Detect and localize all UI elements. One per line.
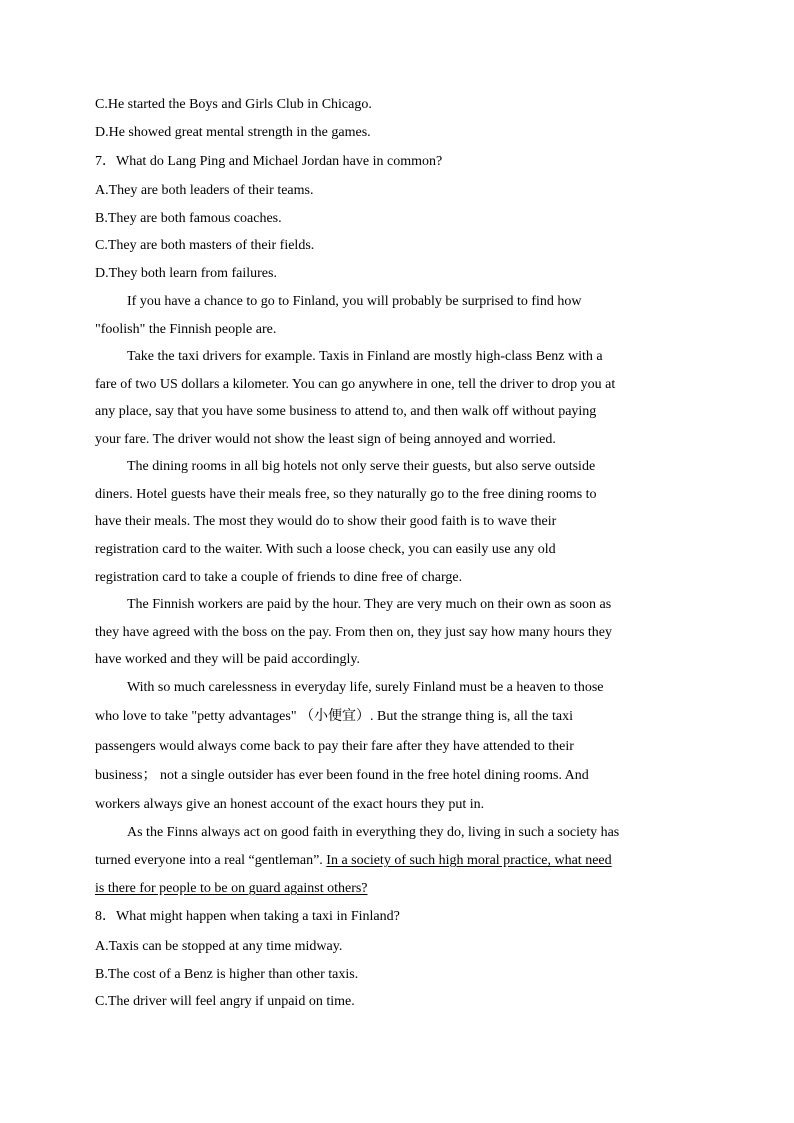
q7-option-b: B.They are both famous coaches. (95, 211, 282, 226)
passage-p5-line: With so much carelessness in everyday life, surely Finland must be a heaven to those (127, 680, 604, 695)
q8-option-a: A.Taxis can be stopped at any time midway. (95, 939, 343, 954)
passage-p3-line: registration card to the waiter. With such a loose check, you can easily use any old (95, 542, 556, 557)
passage-p6-plain-text: turned everyone into a real “gentleman”. (95, 853, 327, 868)
passage-p6-line (95, 851, 695, 871)
passage-p6-line: As the Finns always act on good faith in everything they do, living in such a society has (127, 825, 620, 840)
passage-p4-line: have worked and they will be paid accordingly. (95, 652, 361, 667)
passage-p5-line: workers always give an honest account of the exact hours they put in. (95, 797, 485, 812)
passage-p4-line: they have agreed with the boss on the pay. From then on, they just say how many hours they (95, 625, 612, 640)
passage-p2-line: any place, say that you have some business to attend to, and then walk off without paying (95, 404, 597, 419)
passage-p3-line: diners. Hotel guests have their meals free, so they naturally go to the free dining rooms to (95, 487, 597, 502)
q8-stem: 8．What might happen when taking a taxi in Finland? (95, 909, 400, 924)
q7-stem: 7．What do Lang Ping and Michael Jordan have in common? (95, 154, 443, 169)
q7-option-a: A.They are both leaders of their teams. (95, 183, 314, 198)
passage-p5-line: passengers would always come back to pay their fare after they have attended to their (95, 739, 574, 754)
passage-p2-line: your fare. The driver would not show the least sign of being annoyed and worried. (95, 432, 556, 447)
passage-p2-line: Take the taxi drivers for example. Taxis in Finland are mostly high-class Benz with a (127, 349, 603, 364)
passage-p1-line: If you have a chance to go to Finland, you will probably be surprised to find how (127, 294, 582, 309)
q7-option-c: C.They are both masters of their fields. (95, 238, 315, 253)
passage-p2-line: fare of two US dollars a kilometer. You can go anywhere in one, tell the driver to drop you at (95, 377, 616, 392)
q7-option-d: D.They both learn from failures. (95, 266, 277, 281)
passage-p3-line: registration card to take a couple of friends to dine free of charge. (95, 570, 463, 585)
q6-option-d: D.He showed great mental strength in the games. (95, 125, 371, 140)
passage-p1-line: "foolish" the Finnish people are. (95, 322, 277, 337)
passage-p3-line: have their meals. The most they would do to show their good faith is to wave their (95, 514, 557, 529)
q8-option-b: B.The cost of a Benz is higher than other taxis. (95, 967, 359, 982)
passage-p5-line: business； not a single outsider has ever been found in the free hotel dining rooms. And (95, 768, 589, 783)
underlined-sentence: is there for people to be on guard against others? (95, 881, 368, 896)
q8-option-c: C.The driver will feel angry if unpaid on time. (95, 994, 355, 1009)
q6-option-c: C.He started the Boys and Girls Club in Chicago. (95, 97, 372, 112)
passage-p6-line (95, 879, 695, 899)
passage-p3-line: The dining rooms in all big hotels not only serve their guests, but also serve outside (127, 459, 596, 474)
passage-p4-line: The Finnish workers are paid by the hour. They are very much on their own as soon as (127, 597, 612, 612)
underlined-sentence: In a society of such high moral practice, what need (326, 853, 612, 868)
passage-p5-line: who love to take "petty advantages" （小便宜）. But the strange thing is, all the taxi (95, 709, 574, 724)
